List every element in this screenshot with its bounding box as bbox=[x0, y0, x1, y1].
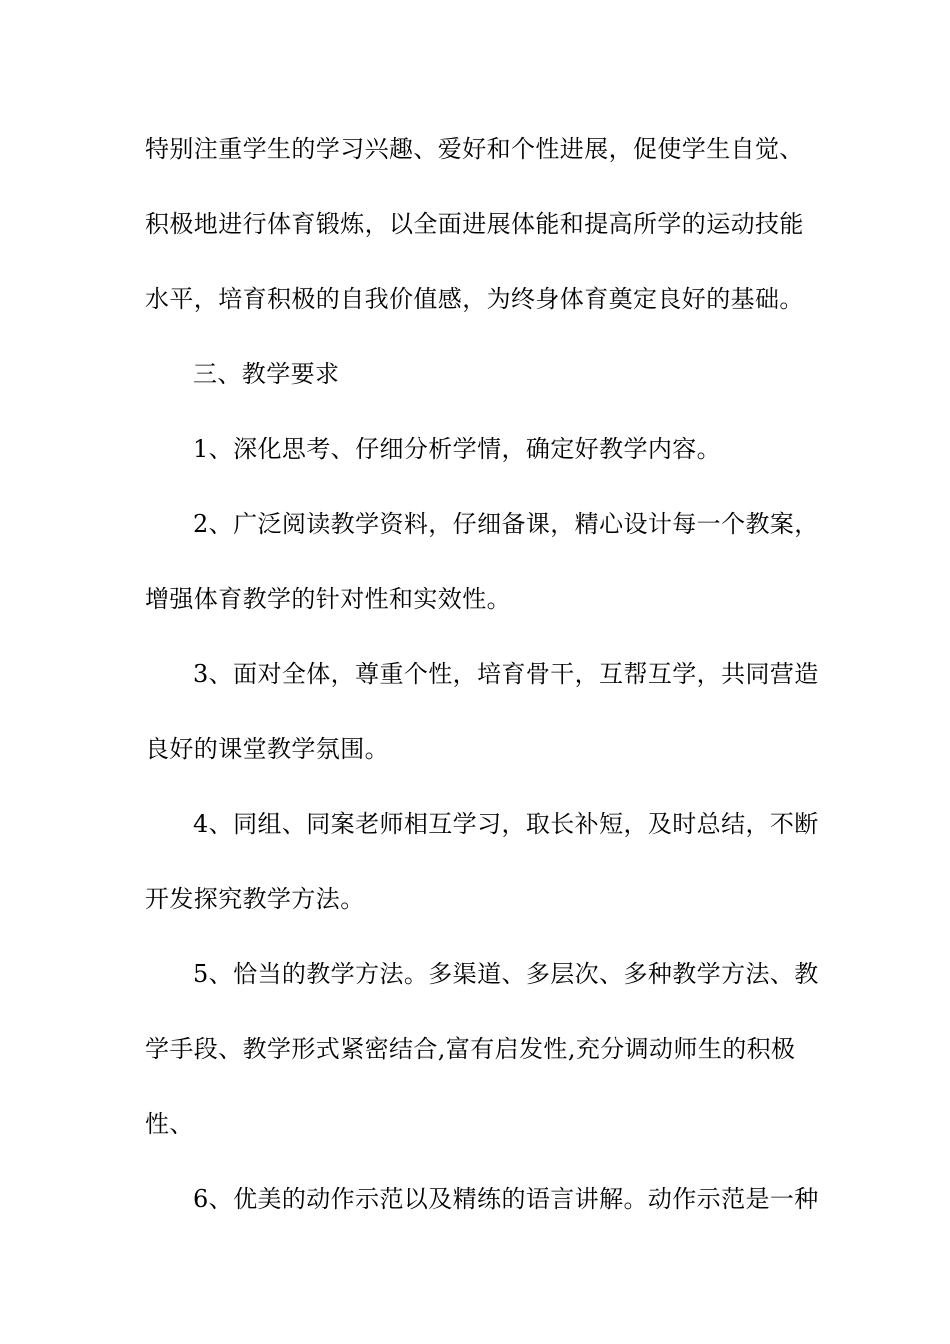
paragraph-line: 5、恰当的教学方法。多渠道、多层次、多种教学方法、教 bbox=[193, 960, 819, 988]
paragraph-line: 1、深化思考、仔细分析学情，确定好教学内容。 bbox=[193, 435, 722, 463]
paragraph-line: 性、 bbox=[145, 1110, 194, 1138]
paragraph-line: 特别注重学生的学习兴趣、爱好和个性进展，促使学生自觉、 bbox=[145, 135, 804, 163]
paragraph-line: 良好的课堂教学氛围。 bbox=[145, 735, 389, 763]
paragraph-line: 2、广泛阅读教学资料，仔细备课，精心设计每一个教案， bbox=[193, 510, 819, 538]
paragraph-line: 4、同组、同案老师相互学习，取长补短，及时总结，不断 bbox=[193, 810, 819, 838]
paragraph-line: 增强体育教学的针对性和实效性。 bbox=[145, 585, 511, 613]
paragraph-line: 开发探究教学方法。 bbox=[145, 885, 365, 913]
paragraph-line: 学手段、教学形式紧密结合,富有启发性,充分调动师生的积极 bbox=[145, 1035, 796, 1063]
paragraph-line: 水平，培育积极的自我价值感，为终身体育奠定良好的基础。 bbox=[145, 285, 804, 313]
paragraph-line: 积极地进行体育锻炼，以全面进展体能和提高所学的运动技能 bbox=[145, 210, 804, 238]
section-heading: 三、教学要求 bbox=[193, 360, 340, 388]
paragraph-line: 3、面对全体，尊重个性，培育骨干，互帮互学，共同营造 bbox=[193, 660, 819, 688]
paragraph-line: 6、优美的动作示范以及精练的语言讲解。动作示范是一种 bbox=[193, 1185, 819, 1213]
